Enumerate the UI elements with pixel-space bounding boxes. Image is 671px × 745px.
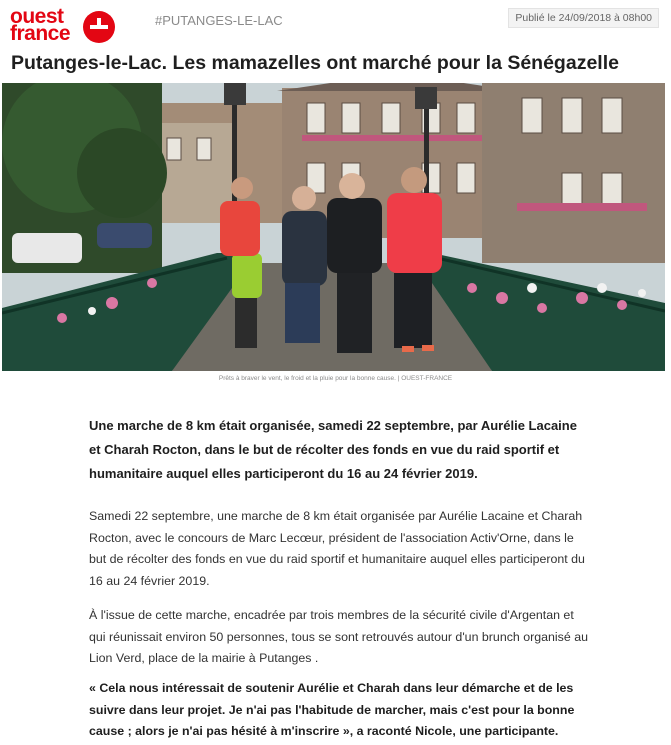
ouest-france-logo[interactable] <box>10 5 120 46</box>
site-header <box>0 0 671 48</box>
photo-caption: Prêts à braver le vent, le froid et la pluie pour la bonne cause. | OUEST-FRANCE <box>218 375 453 382</box>
logo-word-1: ouest <box>10 5 64 28</box>
publication-date: Publié le 24/09/2018 à 08h00 <box>508 8 659 28</box>
logo-word-2: france <box>10 22 71 45</box>
article-lead: Une marche de 8 km était organisée, samedi 22 septembre, par Aurélie Lacaine et Charah Rocton, dans le but de récolter des fonds en vue du raid sportif et humanitaire auquel elles participeront du 16 au 24 février 2019. <box>89 418 577 481</box>
article-photo <box>2 83 665 371</box>
article-title: Putanges-le-Lac. Les mamazelles ont marché pour la Sénégazelle <box>11 52 619 74</box>
topic-tag-link[interactable]: #PUTANGES-LE-LAC <box>155 13 283 28</box>
logo-wordmark <box>10 5 71 45</box>
article-paragraph-1: Samedi 22 septembre, une marche de 8 km était organisée par Aurélie Lacaine et Charah Rocton, avec le concours de Marc Lecœur, président de l'association Activ'Orne, dans le but de récolter des fonds en vue du raid sportif et humanitaire auquel elles participeront du 16 au 24 février 2019. <box>89 509 585 588</box>
article-quote: « Cela nous intéressait de soutenir Aurélie et Charah dans leur démarche et de les suivre dans leur projet. Je n'ai pas l'habitude de marcher, mais c'est pour la bonne cause ; alors je n'ai pas hésité à m'inscrire », a raconté Nicole, une participante. <box>89 681 575 738</box>
logo-badge-icon <box>83 11 115 43</box>
article-paragraph-2: À l'issue de cette marche, encadrée par trois membres de la sécurité civile d'Argentan et qui réunissait environ 50 personnes, tous se sont retrouvés autour d'un brunch organisé au Lion Verd, place de la mairie à Putanges . <box>89 608 588 665</box>
